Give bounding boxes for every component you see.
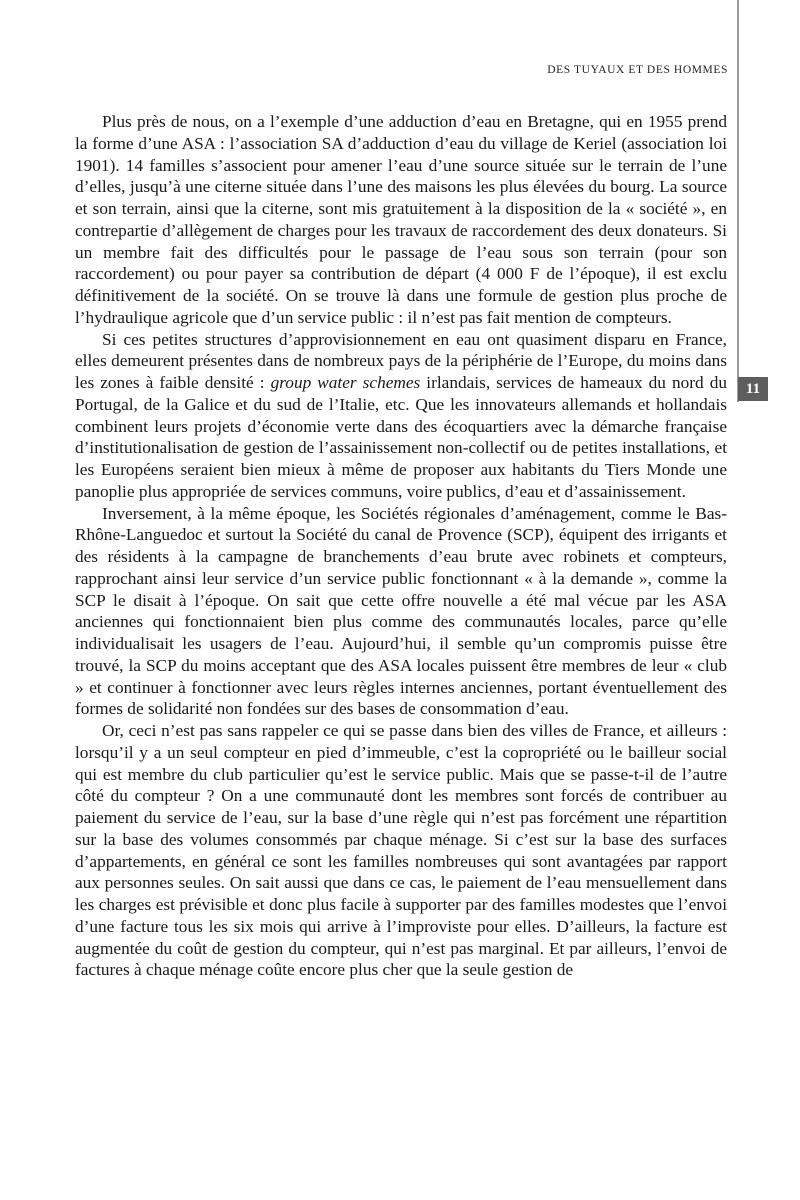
paragraph-text: irlandais, services de hameaux du nord du Portugal, de la Galice et du sud de l’Italie, etc. Que les innovateurs allemands et hollandais combinent leurs projets d’économie verte dans des écoquartiers avec la démarche française d’institutionalisation de gestion de l’assainissement non-collectif ou de petites installations, et les Européens seraient bien mieux à même de proposer aux habitants du Tiers Monde une panoplie plus appropriée de services communs, voire publics, d’eau et d’assainissement. xyxy=(75,373,727,501)
paragraph-text: Inversement, à la même époque, les Sociétés régionales d’aménagement, comme le Bas-Rhône-Languedoc et surtout la Société du canal de Provence (SCP), équipent des irrigants et des résidents à la campagne de branchements d’eau brute avec robinets et compteurs, rapprochant ainsi leur service d’un service public fonctionnant « à la demande », comme la SCP le disait à l’époque. On sait que cette offre nouvelle a été mal vécue par les ASA anciennes qui fonctionnaient bien plus comme des communautés locales, parce qu’elle individualisait les usagers de l’eau. Aujourd’hui, il semble qu’un compromis puisse être trouvé, la SCP du moins acceptant que des ASA locales puissent être membres de leur « club » et continuer à fonctionner avec leurs règles internes anciennes, portant éventuellement des formes de solidarité non fondées sur des bases de consommation d’eau. xyxy=(75,503,727,719)
paragraph xyxy=(75,503,727,721)
margin-rule xyxy=(737,0,739,402)
paragraph-text: Or, ceci n’est pas sans rappeler ce qui se passe dans bien des villes de France, et ailleurs : lorsqu’il y a un seul compteur en pied d’immeuble, c’est la copropriété ou le bailleur social qui est membre du club particulier qu’est le service public. Mais que se passe-t-il de l’autre côté du compteur ? On a une communauté dont les membres sont forcés de contribuer au paiement du service de l’eau, sur la base d’une règle qui n’est pas forcément une répartition sur la base des volumes consommés par chaque ménage. Si c’est sur la base des surfaces d’appartements, en général ce sont les familles nombreuses qui sont avantagées par rapport aux personnes seules. On sait aussi que dans ce cas, le paiement de l’eau mensuellement dans les charges est prévisible et donc plus facile à supporter par des familles modestes que l’envoi d’une facture tous les six mois qui arrive à l’improviste pour elles. D’ailleurs, la facture est augmentée du coût de gestion du compteur, qui n’est pas marginal. Et par ailleurs, l’envoi de factures à chaque ménage coûte encore plus cher que la seule gestion de xyxy=(75,721,727,980)
paragraph xyxy=(75,329,727,503)
paragraph-text: Plus près de nous, on a l’exemple d’une adduction d’eau en Bretagne, qui en 1955 prend la forme d’une ASA : l’association SA d’adduction d’eau du village de Keriel (association loi 1901). 14 familles s’associent pour amener l’eau d’une source située sur le terrain de l’une d’elles, jusqu’à une citerne située dans l’une des maisons les plus élevées du bourg. La source et son terrain, ainsi que la citerne, sont mis gratuitement à la disposition de la « société », en contrepartie d’allègement de charges pour les travaux de raccordement des deux donateurs. Si un membre fait des difficultés pour le passage de l’eau sous son terrain (pour son raccordement) ou pour payer sa contribution de départ (4 000 F de l’époque), il est exclu définitivement de la société. On se trouve là dans une formule de gestion plus proche de l’hydraulique agricole que d’un service public : il n’est pas fait mention de compteurs. xyxy=(75,112,727,327)
running-header: DES TUYAUX ET DES HOMMES xyxy=(547,64,728,76)
page-number-badge: 11 xyxy=(738,377,768,401)
paragraph-text: Si ces petites structures d’approvisionnement en eau ont quasiment disparu en France, elles demeurent présentes dans de nombreux pays de la périphérie de l’Europe, du moins dans les zones à faible densité : xyxy=(75,329,727,392)
paragraph xyxy=(75,111,727,329)
body-text xyxy=(75,111,727,981)
italic-term: group water schemes xyxy=(270,373,421,392)
paragraph xyxy=(75,720,727,981)
